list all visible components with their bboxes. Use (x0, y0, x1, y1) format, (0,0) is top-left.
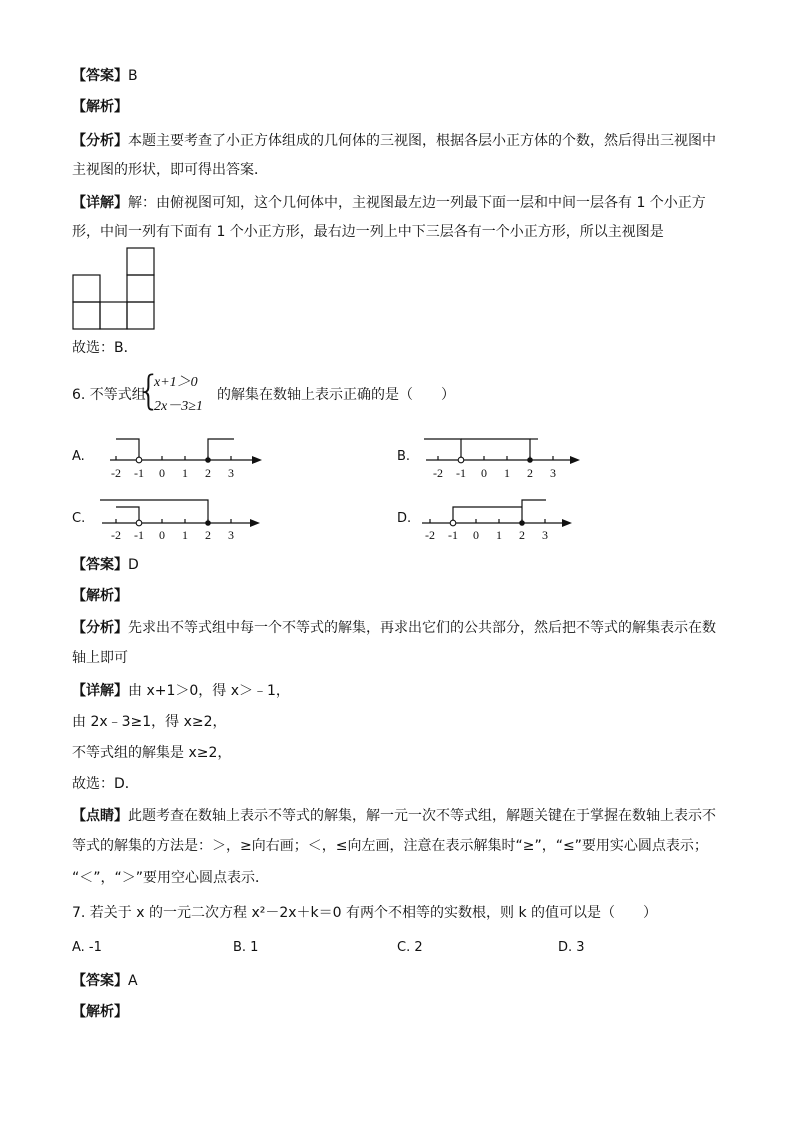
q6-detail-line1 (72, 681, 290, 701)
square-mid-bottom (100, 302, 127, 329)
q7-option-c: C. 2 (397, 940, 423, 955)
tick-label: 0 (159, 528, 165, 542)
comment-text: 此题考查在数轴上表示不等式的解集，解一元一次不等式组，解题关键在于掌握在数轴上表示不 (128, 808, 716, 824)
solid-dot (519, 520, 525, 526)
q6-fenxi-line1 (72, 618, 716, 638)
tick-label: 2 (519, 528, 525, 542)
arrow (570, 456, 580, 464)
ineq2: 2x－3≥1 (154, 399, 203, 414)
tick-label: 1 (496, 528, 502, 542)
answer-tag: 【答案】 (72, 973, 128, 989)
tick-label: -1 (134, 466, 144, 480)
tick-label: 2 (205, 466, 211, 480)
arrow (562, 519, 572, 527)
q5-detail-line2: 形，中间一列有下面有 1 个小正方形，最右边一列上中下三层各有一个小正方形，所以主视图是 (72, 224, 664, 240)
q5-detail-line1 (72, 193, 706, 213)
q6-detail-line3: 不等式组的解集是 x≥2， (72, 745, 232, 761)
tick-label: 3 (228, 466, 234, 480)
ineq1: x+1＞0 (154, 375, 198, 390)
square-right-mid (127, 275, 154, 302)
q6-prefix: 6. 不等式组 (72, 387, 146, 403)
front-view-figure (72, 247, 158, 331)
detail-tag: 【详解】 (72, 683, 128, 699)
number-line-a (106, 434, 266, 482)
number-line-d (418, 495, 578, 543)
answer-value: A (128, 973, 138, 989)
tick-label: 3 (228, 528, 234, 542)
comment-tag: 【点睛】 (72, 808, 128, 824)
solid-dot (205, 457, 211, 463)
tick-label: -2 (111, 466, 121, 480)
q6-answer-line (72, 555, 139, 575)
q6-stem (72, 368, 572, 418)
q7-analysis-tag: 【解析】 (72, 1004, 128, 1020)
tick-label: 3 (550, 466, 556, 480)
tick-label: 1 (182, 528, 188, 542)
tick-label: 3 (542, 528, 548, 542)
tick-label: 0 (473, 528, 479, 542)
answer-tag: 【答案】 (72, 557, 128, 573)
hollow-dot (458, 457, 464, 463)
number-line-c (96, 495, 266, 543)
q7-option-d: D. 3 (558, 940, 585, 955)
q7-answer-line (72, 971, 138, 991)
fenxi-text: 先求出不等式组中每一个不等式的解集，再求出它们的公共部分，然后把不等式的解集表示在数 (128, 620, 716, 636)
tick-label: 0 (481, 466, 487, 480)
number-line-b (420, 434, 585, 482)
q6-comment-line3: “＜”，“＞”要用空心圆点表示． (72, 870, 270, 886)
fenxi-tag: 【分析】 (72, 620, 128, 636)
q5-fenxi-line1 (72, 131, 716, 151)
solid-dot (527, 457, 533, 463)
detail-text: 解：由俯视图可知，这个几何体中，主视图最左边一列最下面一层和中间一层各有 1 个小正方 (128, 195, 706, 211)
q7-options (72, 940, 672, 960)
square-right-top (127, 248, 154, 275)
tick-label: -2 (111, 528, 121, 542)
tick-label: 2 (527, 466, 533, 480)
square-right-bottom (127, 302, 154, 329)
q6-fenxi-line2: 轴上即可 (72, 650, 128, 666)
q5-answer-line (72, 66, 138, 86)
detail-text: 由 x+1＞0，得 x＞﹣1， (128, 683, 290, 699)
q6-suffix: 的解集在数轴上表示正确的是（ ） (217, 387, 455, 403)
answer-value: D (128, 557, 139, 573)
tick-label: 0 (159, 466, 165, 480)
q5-fenxi-line2: 主视图的形状，即可得出答案． (72, 162, 268, 178)
tick-label: 1 (182, 466, 188, 480)
option-d-label: D. (397, 511, 412, 526)
tick-label: -1 (448, 528, 458, 542)
q5-choose: 故选：B． (72, 340, 138, 356)
q6-analysis-tag: 【解析】 (72, 588, 128, 604)
answer-value: B (128, 68, 138, 84)
square-left-top (73, 275, 100, 302)
arrow (250, 519, 260, 527)
tick-label: 1 (504, 466, 510, 480)
solid-dot (205, 520, 211, 526)
q6-detail-line2: 由 2x﹣3≥1，得 x≥2， (72, 714, 227, 730)
q6-comment-line1 (72, 806, 716, 826)
q6-comment-line2: 等式的解集的方法是：＞，≥向右画；＜，≤向左画，注意在表示解集时“≥”，“≤”要用实心圆点表示； (72, 838, 708, 854)
q6-choose: 故选：D． (72, 776, 139, 792)
brace: { (136, 368, 162, 414)
tick-label: -1 (456, 466, 466, 480)
q7-option-a: A. -1 (72, 940, 102, 955)
q7-stem: 7. 若关于 x 的一元二次方程 x²－2x＋k＝0 有两个不相等的实数根，则 k 的值可以是（ ） (72, 905, 658, 921)
hollow-dot (450, 520, 456, 526)
q7-option-b: B. 1 (233, 940, 259, 955)
answer-tag: 【答案】 (72, 68, 128, 84)
q5-analysis-tag: 【解析】 (72, 99, 128, 115)
detail-tag: 【详解】 (72, 195, 128, 211)
hollow-dot (136, 520, 142, 526)
tick-label: -2 (425, 528, 435, 542)
arrow (252, 456, 262, 464)
tick-label: -1 (134, 528, 144, 542)
option-a-label: A. (72, 449, 85, 464)
hollow-dot (136, 457, 142, 463)
fenxi-text: 本题主要考查了小正方体组成的几何体的三视图，根据各层小正方体的个数，然后得出三视图中 (128, 133, 716, 149)
tick-label: 2 (205, 528, 211, 542)
square-left-bottom (73, 302, 100, 329)
tick-label: -2 (433, 466, 443, 480)
option-b-label: B. (397, 449, 411, 464)
option-c-label: C. (72, 511, 86, 526)
fenxi-tag: 【分析】 (72, 133, 128, 149)
